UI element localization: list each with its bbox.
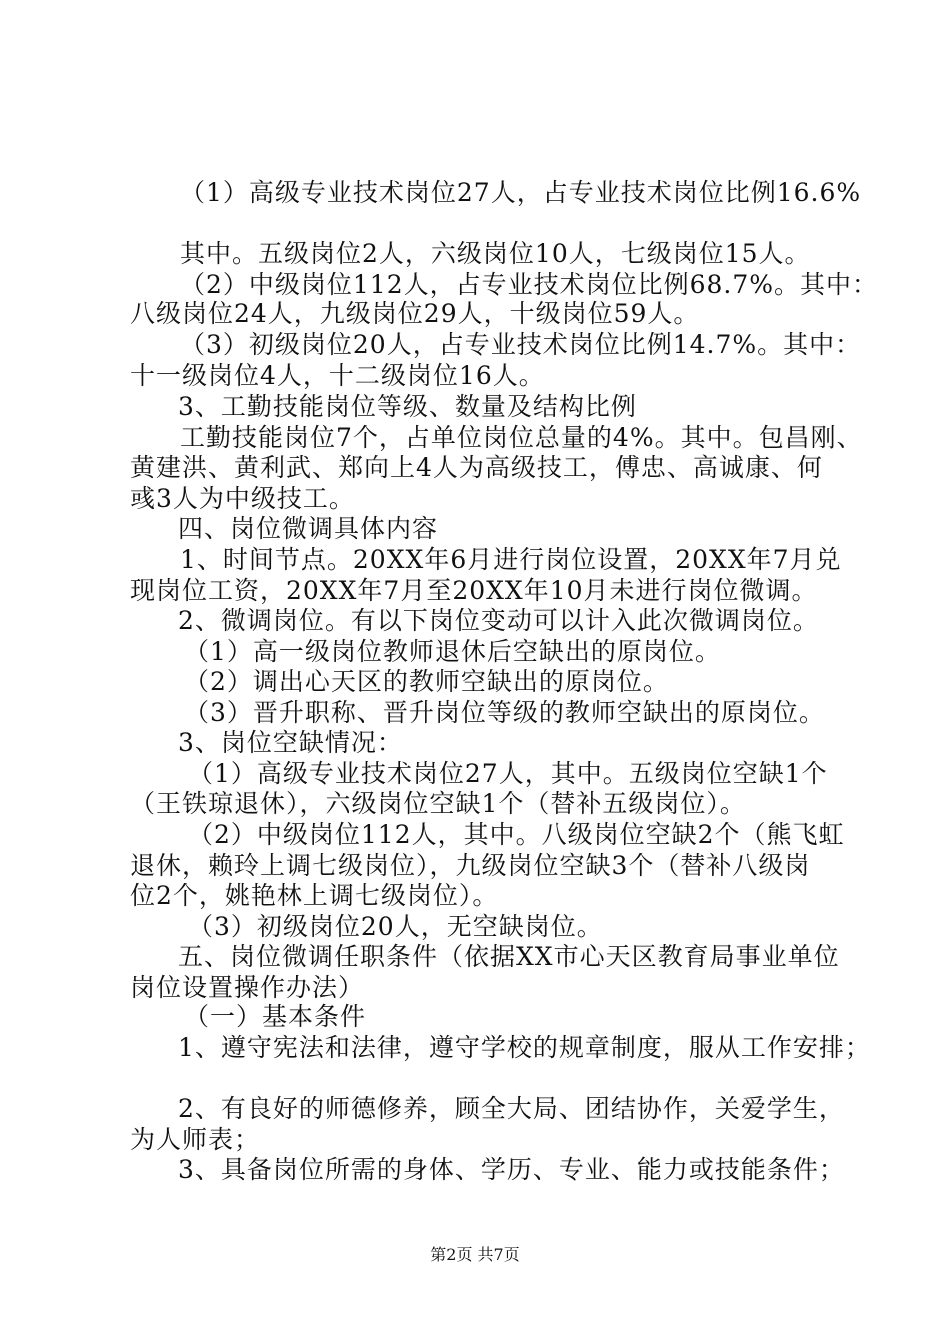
text-line: 现岗位工资，20XX年7月至20XX年10月未进行岗位微调。	[130, 576, 818, 605]
subsection-heading: （一）基本条件	[184, 1002, 367, 1031]
text-line: 岗位设置操作办法）	[130, 973, 365, 1002]
text-line: （3）初级岗位20人，无空缺岗位。	[188, 912, 603, 941]
text-line: 十一级岗位4人，十二级岗位16人。	[130, 361, 545, 390]
text-line: （3）初级岗位20人，占专业技术岗位比例14.7%。其中：	[180, 330, 862, 359]
text-line: 2、有良好的师德修养，顾全大局、团结协作，关爱学生，	[178, 1094, 845, 1123]
text-line: （1）高级专业技术岗位27人，其中。五级岗位空缺1个	[188, 759, 828, 788]
text-line: （3）晋升职称、晋升岗位等级的教师空缺出的原岗位。	[184, 698, 825, 727]
section-heading: 五、岗位微调任职条件（依据XX市心天区教育局事业单位	[178, 942, 840, 971]
section-heading: 四、岗位微调具体内容	[178, 514, 439, 543]
text-line: （2）调出心天区的教师空缺出的原岗位。	[184, 667, 669, 696]
text-line: （1）高级专业技术岗位27人，占专业技术岗位比例16.6%	[180, 178, 862, 207]
text-line: 位2个，姚艳林上调七级岗位）。	[130, 881, 499, 910]
text-line: （2）中级岗位112人，其中。八级岗位空缺2个（熊飞虹	[188, 820, 845, 849]
text-line: 为人师表；	[130, 1125, 261, 1154]
text-line: 八级岗位24人，九级岗位29人，十级岗位59人。	[130, 299, 700, 328]
text-line: （1）高一级岗位教师退休后空缺出的原岗位。	[184, 637, 721, 666]
text-line: 其中。五级岗位2人，六级岗位10人，七级岗位15人。	[180, 239, 811, 268]
text-line: 工勤技能岗位7个，占单位岗位总量的4%。其中。包昌刚、	[180, 423, 863, 452]
text-line: 彧3人为中级技工。	[130, 484, 355, 513]
text-line: （王铁琼退休），六级岗位空缺1个（替补五级岗位）。	[130, 789, 746, 818]
text-line: 黄建洪、黄利武、郑向上4人为高级技工，傅忠、高诚康、何	[130, 453, 823, 482]
text-line: 3、岗位空缺情况：	[178, 728, 403, 757]
text-line: 退休，赖玲上调七级岗位），九级岗位空缺3个（替补八级岗	[130, 851, 811, 880]
text-line: 1、时间节点。20XX年6月进行岗位设置，20XX年7月兑	[180, 545, 842, 574]
text-line: 3、具备岗位所需的身体、学历、专业、能力或技能条件；	[178, 1155, 845, 1184]
text-line: 1、遵守宪法和法律，遵守学校的规章制度，服从工作安排；	[178, 1033, 871, 1062]
text-line: 2、微调岗位。有以下岗位变动可以计入此次微调岗位。	[178, 606, 819, 635]
text-line: （2）中级岗位112人，占专业技术岗位比例68.7%。其中：	[180, 270, 879, 299]
page-footer: 第2页 共7页	[430, 1245, 520, 1264]
section-heading: 3、工勤技能岗位等级、数量及结构比例	[178, 392, 637, 421]
